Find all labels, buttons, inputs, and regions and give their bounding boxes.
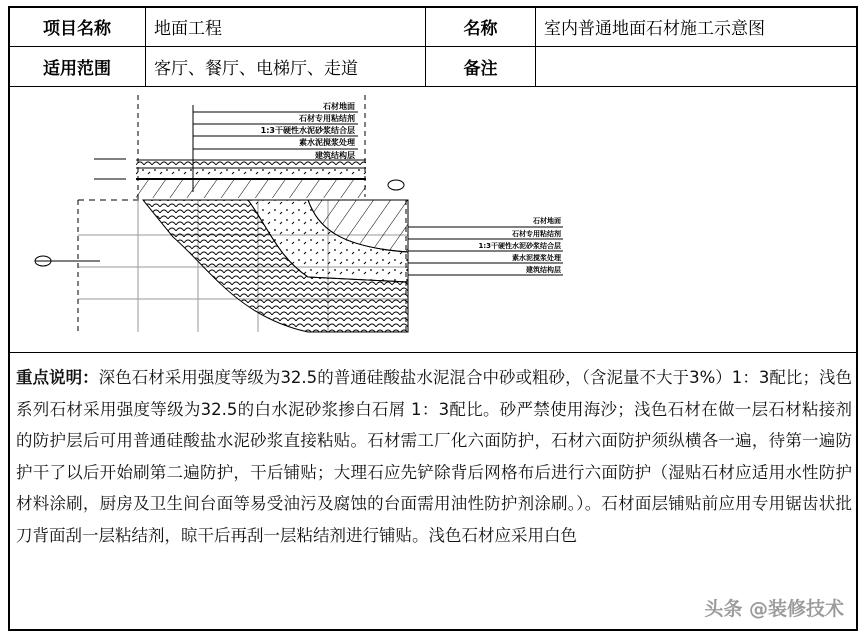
name-label: 名称 (426, 7, 536, 47)
scope-value: 客厅、餐厅、电梯厅、走道 (146, 47, 426, 87)
layer-label: 石材地面 (323, 102, 355, 111)
layer-label: 1:3干硬性水泥砂浆结合层 (478, 242, 561, 250)
layer-label: 石材专用粘结剂 (299, 114, 355, 123)
remark-label: 备注 (426, 47, 536, 87)
layer-label: 石材地面 (533, 217, 561, 225)
layer-label: 素水泥搅浆处理 (512, 254, 561, 262)
section-bottom (35, 200, 563, 332)
item-name-value: 地面工程 (146, 7, 426, 47)
key-notes (16, 362, 852, 551)
layer-label: 建筑结构层 (315, 151, 355, 160)
floor-diagram (8, 87, 858, 353)
scope-label: 适用范围 (9, 47, 146, 87)
remark-value (536, 47, 858, 87)
name-value: 室内普通地面石材施工示意图 (536, 7, 858, 47)
layer-label: 建筑结构层 (526, 266, 561, 274)
notes-label: 重点说明： (16, 368, 99, 387)
info-table (8, 6, 858, 87)
layer-label: 石材专用粘结剂 (512, 230, 561, 238)
layer-label: 素水泥搅浆处理 (299, 138, 355, 147)
layer-label: 1:3干硬性水泥砂浆结合层 (260, 126, 355, 135)
notes-text: 深色石材采用强度等级为32.5的普通硅酸盐水泥混合中砂或粗砂，（含泥量不大于3%）1：3配比；浅色系列石材采用强度等级为32.5的白水泥砂浆掺白石屑 1：3配比。砂严禁使用海沙；浅色石材在做一层石材粘接剂的防护层后可用普通硅酸盐水泥砂浆直接粘贴。石材需工厂化六面防护，石材六面防护须纵横各一遍，待第一遍防护干了以后开始刷第二遍防护，干后铺贴；大理石应先铲除背后网格布后进行六面防护（湿贴石材应适用水性防护材料涂刷，厨房及卫生间台面等易受油污及腐蚀的台面需用油性防护剂涂刷。）。石材面层铺贴前应用专用锯齿状批刀背面刮一层粘结剂，晾干后再刮一层粘结剂进行铺贴。浅色石材应采用白色 (16, 368, 852, 545)
watermark: 头条 @装修技术 (704, 598, 844, 620)
item-name-label: 项目名称 (9, 7, 146, 47)
elevation-marker-icon (388, 180, 404, 190)
